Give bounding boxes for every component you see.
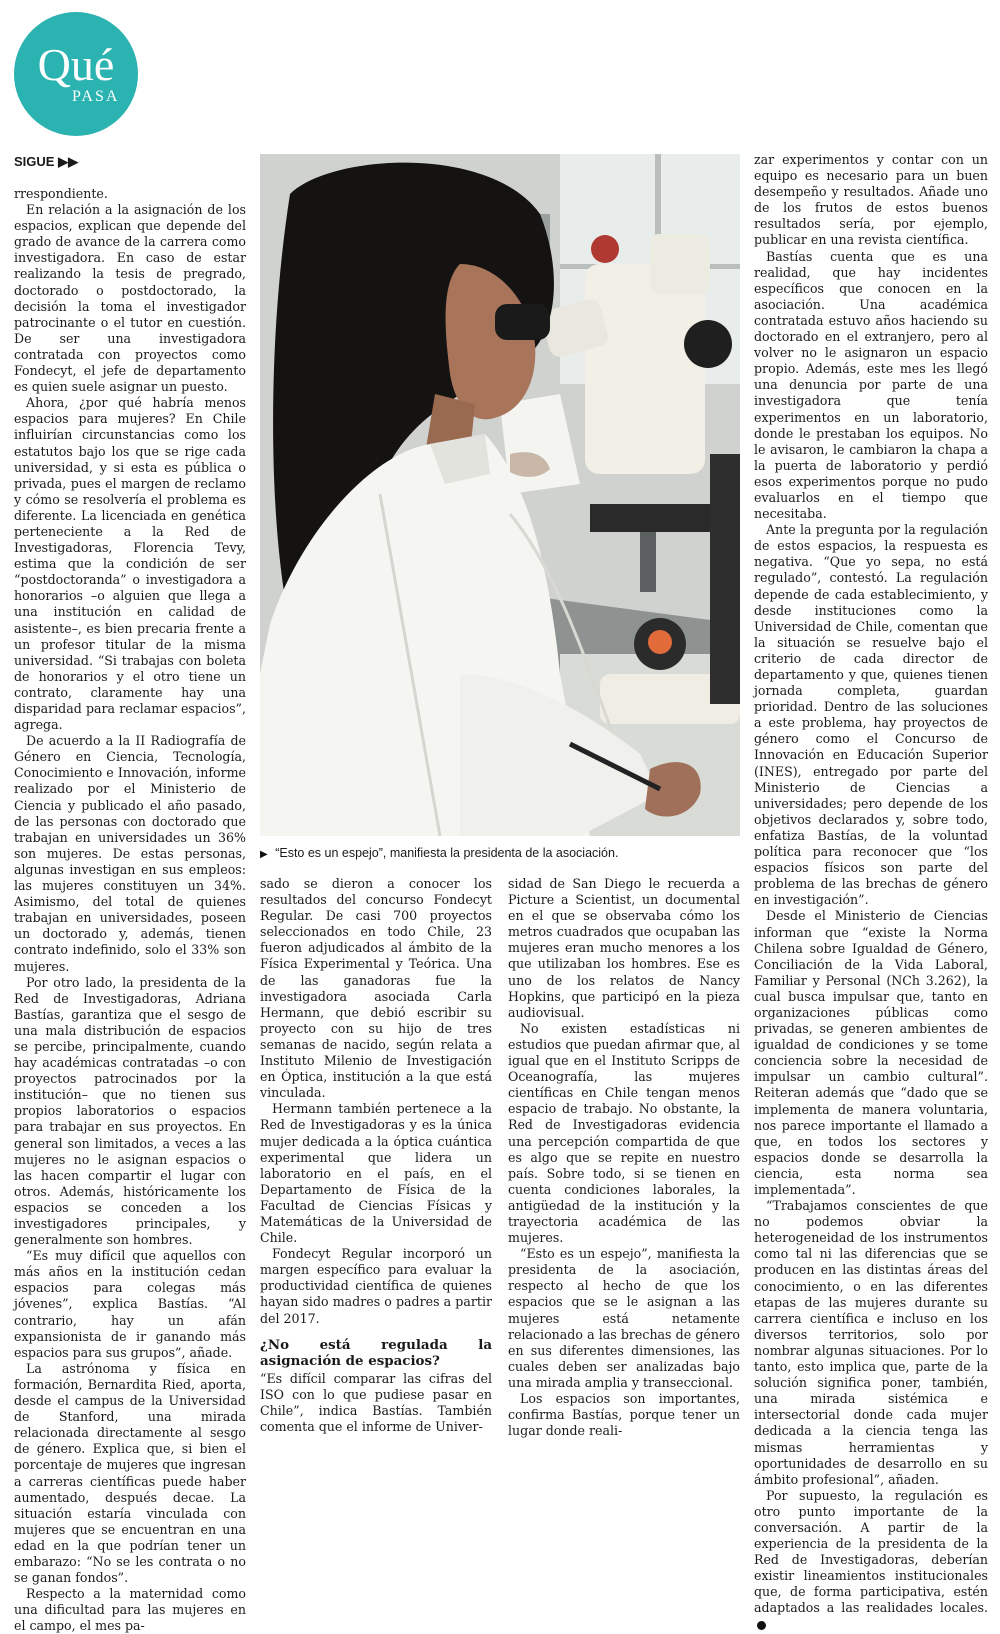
- microscope-scene-image: [260, 154, 740, 836]
- logo-que: Qué: [37, 39, 115, 90]
- article-column-4: [754, 152, 988, 1616]
- paragraph: “Es difícil comparar las cifras del ISO con lo que pudiese pasar en Chile”, indica Bastías. También comenta que el informe de Univer-: [260, 1370, 492, 1434]
- sigue-label: SIGUE ▶▶: [14, 154, 79, 169]
- paragraph: “Esto es un espejo”, manifiesta la presidenta de la asociación, respecto al hecho de que los espacios que se le asignan a las mujeres está netamente relacionado a las brechas de género en sus diferentes dimensiones, las cuales deben ser analizadas bajo una mirada amplia y transeccional.: [508, 1246, 740, 1390]
- paragraph: Fondecyt Regular incorporó un margen específico para evaluar la productividad científica de quienes hayan sido madres o padres a partir del 2017.: [260, 1246, 492, 1326]
- article-column-3: [508, 876, 740, 1439]
- paragraph: sidad de San Diego le recuerda a Picture a Scientist, un documental en el que se observaba cómo los metros cuadrados que ocupaban las mujeres eran mucho menores a los que utilizaban los hombres. Ese es uno de los relatos de Nancy Hopkins, que participó en la pieza audiovisual.: [508, 876, 740, 1020]
- paragraph-final: [754, 1488, 988, 1633]
- final-paragraph-text: Por supuesto, la regulación es otro punto importante de la conversación. A partir de la experiencia de la presidenta de la Red de Investigadoras, deberían existir lineamientos institucionales que, de forma participativa, estén adaptados a las realidades locales.: [754, 1487, 988, 1616]
- end-of-article-icon: [757, 1621, 766, 1630]
- paragraph: zar experimentos y contar con un equipo es necesario para un buen desempeño y resultados. Añade uno de los frutos de estos buenos resultados sería, por ejemplo, publicar en una revista científica.: [754, 152, 988, 248]
- paragraph: La astrónoma y física en formación, Bernardita Ried, aporta, desde el campus de la Universidad de Stanford, una mirada relacionada directamente al sesgo de género. Explica que, si bien el porcentaje de mujeres que ingresan a carreras científicas puede haber aumentado, después decae. La situación estaría vinculada con mujeres que se encuentran en una edad en la que podrían tener un embarazo: “No se les contrata o no se ganan fondos”.: [14, 1360, 246, 1586]
- article-column-2: [260, 876, 492, 1434]
- paragraph: Ante la pregunta por la regulación de estos espacios, la respuesta es negativa. “Que yo sepa, no está regulado”, contestó. La regulación depende de cada establecimiento, y desde instituciones como la Universidad de Chile, comentan que la situación se resuelve bajo el criterio de cada director de departamento y que, quienes tienen jornada completa, guardan prioridad. Dentro de las soluciones a este problema, hay proyectos de género como el Concurso de Innovación en Educación Superior (INES), entregado por parte del Ministerio de Ciencias a universidades; pero depende de los objetivos declarados y, sobre todo, enfatiza Bastías, de la voluntad política para reconocer que “los espacios físicos son parte del problema de las brechas de género en investigación”.: [754, 522, 988, 908]
- paragraph: Por otro lado, la presidenta de la Red de Investigadoras, Adriana Bastías, garantiza que el sesgo de una mala distribución de espacios se percibe, principalmente, cuando hay académicas contratadas –o con proyectos patrocinados por la institución– que no tienen sus propios laboratorios o espacios para trabajar en sus proyectos. En general son limitados, a veces a las mujeres no le asignan espacios o las hacen compartir el lugar con otros. Además, históricamente los espacios se conceden a los investigadores principales, y generalmente son hombres.: [14, 974, 246, 1248]
- logo-pasa: PASA: [72, 88, 120, 105]
- paragraph: sado se dieron a conocer los resultados del concurso Fondecyt Regular. De casi 700 proyectos seleccionados en todo Chile, 23 fueron adjudicados al ámbito de la Física Experimental y Teórica. Una de las ganadoras fue la investigadora asociada Carla Hermann, que debió escribir su proyecto con su hijo de tres semanas de nacido, según relata a Instituto Milenio de Investigación en Óptica, institución a la que está vinculada.: [260, 876, 492, 1101]
- caption-text: “Esto es un espejo”, manifiesta la presidenta de la asociación.: [275, 846, 619, 860]
- paragraph: “Es muy difícil que aquellos con más años en la institución cedan espacios para colegas más jóvenes”, explica Bastías. “Al contrario, hay un afán expansionista de ir ganando más espacios para sus grupos”, añade.: [14, 1248, 246, 1360]
- paragraph: No existen estadísticas ni estudios que puedan afirmar que, al igual que en el Instituto Scripps de Oceanografía, las mujeres científicas en Chile tengan menos espacio de trabajo. No obstante, la Red de Investigadoras evidencia una percepción compartida de que es algo que se repite en nuestro país. Sobre todo, si se tienen en cuenta condiciones laborales, la antigüedad de la institución y la trayectoria académica de las mujeres.: [508, 1020, 740, 1246]
- paragraph: “Trabajamos conscientes de que no podemos obviar la heterogeneidad de los instrumentos como tal ni las diferencias que se producen en las distintas áreas del conocimiento, o en las diferentes etapas de las mujeres durante su carrera científica e incluso en los diversos territorios, solo por nombrar algunas situaciones. Por lo tanto, esto implica que, parte de la solución significa poner, también, una mirada sistémica e intersectorial donde cada mujer dedicada a la ciencia tenga las mismas herramientas y oportunidades de desarrollo en su ámbito profesional”, añaden.: [754, 1198, 988, 1487]
- paragraph: Los espacios son importantes, confirma Bastías, porque tener un lugar donde reali-: [508, 1391, 740, 1439]
- paragraph: Hermann también pertenece a la Red de Investigadoras y es la única mujer dedicada a la óptica cuántica experimental que lidera un laboratorio en el país, en el Departamento de Física de la Facultad de Ciencias Físicas y Matemáticas de la Universidad de Chile.: [260, 1101, 492, 1246]
- laboratory-photo: [260, 154, 740, 836]
- paragraph: Desde el Ministerio de Ciencias informan que “existe la Norma Chilena sobre Igualdad de Género, Conciliación de la Vida Laboral, Familiar y Personal (NCh 3.262), la cual busca impulsar que, tanto en organizaciones públicas como privadas, se generen ambientes de igualdad de condiciones y se tome conciencia sobre la necesidad de impulsar un cambio cultural”. Reiteran además que “dado que se implementa de manera voluntaria, nos parece importante el llamado a que, en todos los sectores y espacios donde se desarrolla la ciencia, esta norma sea implementada”.: [754, 908, 988, 1197]
- paragraph: De acuerdo a la II Radiografía de Género en Ciencia, Tecnología, Conocimiento e Innovación, informe realizado por el Ministerio de Ciencia y publicado el año pasado, de las personas con doctorado que trabajan en universidades un 36% son mujeres. De estas personas, algunas investigan en sus empleos: las mujeres constituyen un 34%. Asimismo, del total de quienes trabajan en universidades, poseen un doctorado y, además, tienen contrato indefinido, solo el 33% son mujeres.: [14, 733, 246, 974]
- paragraph: Bastías cuenta que es una realidad, que hay incidentes específicos que conocen en la asociación. Una académica contratada estuvo años haciendo su doctorado en el extranjero, pero al volver no le asignaron un espacio propio. Además, este mes les llegó una denuncia por parte de una investigadora que tenía experimentos en un laboratorio, donde le prestaban los equipos. No le avisaron, le cambiaron la chapa a la puerta de laboratorio y perdió esos experimentos porque no pudo evaluarlos en el tiempo que necesitaba.: [754, 248, 988, 522]
- photo-caption: [260, 846, 740, 860]
- caption-triangle-icon: ▶: [260, 849, 268, 860]
- que-pasa-logo: [14, 12, 138, 136]
- article-column-1: [14, 186, 246, 1634]
- paragraph: rrespondiente.: [14, 186, 108, 201]
- subheading: ¿No está regulada la asignación de espacios?: [260, 1336, 492, 1369]
- paragraph: Respecto a la maternidad como una dificultad para las mujeres en el campo, el mes pa-: [14, 1586, 246, 1634]
- paragraph: Ahora, ¿por qué habría menos espacios para mujeres? En Chile influirían circunstancias como los estatutos bajo los que se rige cada universidad, y si esta es pública o privada, pues el margen de reclamo y cómo se resolvería el problema es diferente. La licenciada en genética perteneciente a la Red de Investigadoras, Florencia Tevy, estima que la condición de ser “postdoctoranda” o investigadora a honorarios –o alguien que llega a una institución en calidad de asistente–, es bien precaria frente a un profesor titular de la misma universidad. “Si trabajas con boleta de honorarios y el otro tiene un contrato, claramente hay una disparidad para reclamar espacios”, agrega.: [14, 395, 246, 733]
- paragraph: En relación a la asignación de los espacios, explican que depende del grado de avance de la carrera como investigadora. En caso de estar realizando la tesis de pregrado, doctorado o postdoctorado, la decisión la toma el investigador patrocinante o el tutor en cuestión. De ser una investigadora contratada con proyectos como Fondecyt, el jefe de departamento es quien suele asignar un puesto.: [14, 202, 246, 395]
